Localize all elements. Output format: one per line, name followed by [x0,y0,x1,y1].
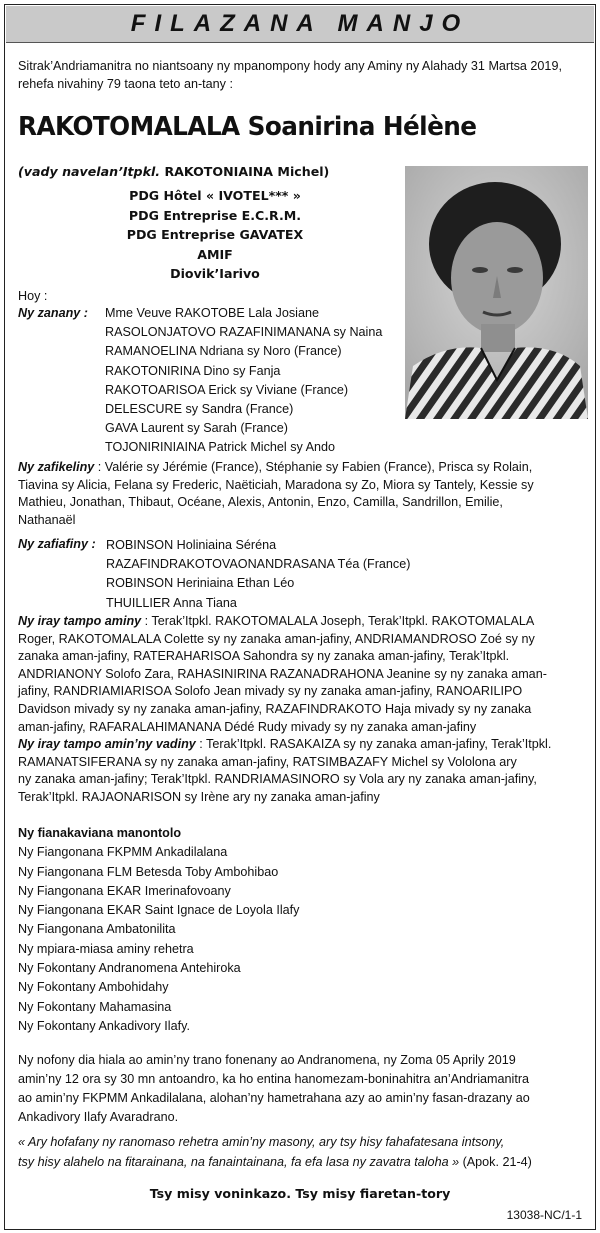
text-line: Nathanaël [18,512,76,527]
text-line: : Terak’Itpkl. RAKOTOMALALA Joseph, Terak’Itpkl. RAKOTOMALALA [141,614,535,628]
spouse-prefix: (vady navelan’Itpkl. [18,164,161,179]
list-item: Mme Veuve RAKOTOBE Lala Josiane [105,306,319,320]
list-item: THUILLIER Anna Tiana [106,595,237,610]
deceased-given-name: Soanirina Hélène [247,112,477,142]
intro-text: Sitrak’Andriamanitra no niantsoany ny mpanompony hody any Aminy ny Alahady 31 Martsa 2019, rehefa nivahiny 79 taona teto an-tany : [18,59,562,91]
list-item: ROBINSON Heriniaina Ethan Léo [106,576,295,591]
list-item: GAVA Laurent sy Sarah (France) [105,421,288,436]
quote-line: tsy hisy alahelo na fitarainana, na fanaintainana, fa efa lasa ny zavatra taloha » [18,1154,460,1169]
fianakaviana-list [18,824,299,1036]
text-line: Ny nofony dia hiala ao amin’ny trano fonenany ao Andranomena, ny Zoma 05 Aprily 2019 [18,1053,516,1067]
title-line: AMIF [197,246,233,262]
text-line: : Valérie sy Jérémie (France), Stéphanie sy Fabien (France), Prisca sy Rolain, [94,460,533,474]
list-item: RAZAFINDRAKOTOVAONANDRASANA Téa (France) [106,557,411,572]
title-line: PDG Entreprise GAVATEX [126,227,304,242]
title-line: PDG Hôtel « IVOTEL*** » [129,188,301,203]
text-line: Terak’Itpkl. RAJAONARISON sy Irène ary ny zanaka aman-jafiny [18,789,380,804]
text-line: ny zanaka aman-jafiny; Terak’Itpkl. RANDRIAMASINORO sy Vola ary ny zanaka aman-jafiny, [18,772,537,787]
closing-note: Tsy misy voninkazo. Tsy misy fiaretan-tory [149,1186,451,1201]
list-item: Ny Fiangonana EKAR Saint Ignace de Loyola Ilafy [18,903,300,918]
zanany-label: Ny zanany [18,306,81,320]
text-line: Tiavina sy Alicia, Felana sy Frederic, Naëticiah, Maradona sy Zo, Miora sy Tantely, Kessie sy [18,477,534,492]
zafiafiny-label-row [18,536,118,554]
zafiafiny-label: Ny zafiafiny [18,537,88,551]
list-item: RASOLONJATOVO RAZAFINIMANANA sy Naina [105,325,383,340]
list-item: Ny mpiara-miasa aminy rehetra [18,941,194,956]
zanany-label-row [18,305,108,323]
zanany-sep: : [83,306,88,320]
list-item: Ny Fiangonana FLM Betesda Toby Ambohibao [18,864,279,879]
text-line: jafiny, RANDRIAMIARISOA Solofo Jean mivady sy ny zanaka aman-jafiny, RANOARILIPO [18,684,523,699]
text-line: ANDRIANONY Solofo Zara, RAHASINIRINA RAZANADRAHONA Jeanine sy ny zanaka aman- [18,666,547,681]
list-item: DELESCURE sy Sandra (France) [105,402,294,417]
list-item: RAKOTOARISOA Erick sy Viviane (France) [105,382,349,397]
list-item: Ny Fokontany Andranomena Antehiroka [18,961,241,976]
text-line: Ankadivory Ilafy Avaradrano. [18,1110,179,1124]
title-line: PDG Entreprise E.C.R.M. [128,207,302,223]
hoy-label: Hoy : [18,289,48,303]
text-line: : Terak’Itpkl. RASAKAIZA sy ny zanaka aman-jafiny, Terak’Itpkl. [195,737,552,752]
zanany-list [105,304,382,458]
deceased-surname: RAKOTOMALALA [18,112,240,142]
spouse-line [18,164,418,179]
text-line: RAMANATSIFERANA sy ny zanaka aman-jafiny, RATSIMBAZAFY Michel sy Vololona ary [18,754,517,769]
list-item: Ny Fiangonana FKPMM Ankadilalana [18,845,228,860]
list-item: Ny Fiangonana EKAR Imerinafovoany [18,883,231,898]
zafiafiny-list [106,536,410,613]
list-item: Ny Fokontany Ankadivory Ilafy. [18,1018,190,1033]
list-item: Ny Fiangonana Ambatonilita [18,922,176,937]
list-item: ROBINSON Holiniaina Séréna [106,538,277,552]
titles-block [90,186,340,284]
quote-block [18,1133,584,1172]
spouse-name: RAKOTONIAINA Michel) [164,164,330,179]
iray-tampo-label: Ny iray tampo aminy [18,614,142,628]
fianakaviana-label: Ny fianakaviana manontolo [18,826,182,840]
title-line: Diovik’Iarivo [170,266,260,281]
text-line: Davidson mivady sy ny zanaka aman-jafiny, RAZAFINDRAKOTO Haja mivady sy ny zanaka [18,701,532,716]
quote-line: « Ary hofafany ny ranomaso rehetra amin’ny masony, ary tsy hisy fahafatesana intsony, [18,1135,505,1149]
text-line: amin’ny 12 ora sy 30 mn antoandro, ka ho entina hanomezam-boninahitra an’Andriamanitra [18,1072,530,1086]
text-line: Roger, RAKOTOMALALA Colette sy ny zanaka aman-jafiny, ANDRIAMANDROSO Zoé sy ny [18,631,535,646]
quote-reference: (Apok. 21-4) [462,1154,532,1169]
deceased-name [18,112,560,142]
zafikeliny-block [18,459,584,529]
notice-banner: FILAZANA MANJO [6,6,594,43]
iray-tampo-vadiny-label: Ny iray tampo amin’ny vadiny [18,737,196,752]
text-line: ao amin’ny FKPMM Ankadilalana, alohan’ny hametrahana azy ao amin’ny fasan-drazany ao [18,1091,530,1105]
list-item: TOJONIRINIAINA Patrick Michel sy Ando [105,440,336,455]
reference-code: 13038-NC/1-1 [506,1208,582,1222]
text-line: aman-jafiny, RAFARALAHIMANANA Dédé Rudy mivady sy ny zanaka aman-jafiny [18,719,477,734]
iray-tampo-block [18,613,584,807]
zafiafiny-sep: : [91,537,96,551]
list-item: Ny Fokontany Ambohidahy [18,980,169,995]
text-line: Mathieu, Jonathan, Thibaut, Océane, Alexis, Antonin, Enzo, Camilla, Sandrillon, Emilie, [18,495,503,510]
funeral-block [18,1051,584,1127]
list-item: RAKOTONIRINA Dino sy Fanja [105,363,281,378]
list-item: Ny Fokontany Mahamasina [18,999,172,1014]
zafikeliny-label: Ny zafikeliny [18,460,95,474]
list-item: RAMANOELINA Ndriana sy Noro (France) [105,344,342,359]
text-line: zanaka aman-jafiny, RATERAHARISOA Sahondra sy ny zanaka aman-jafiny, Terak’Itpkl. [18,649,510,664]
